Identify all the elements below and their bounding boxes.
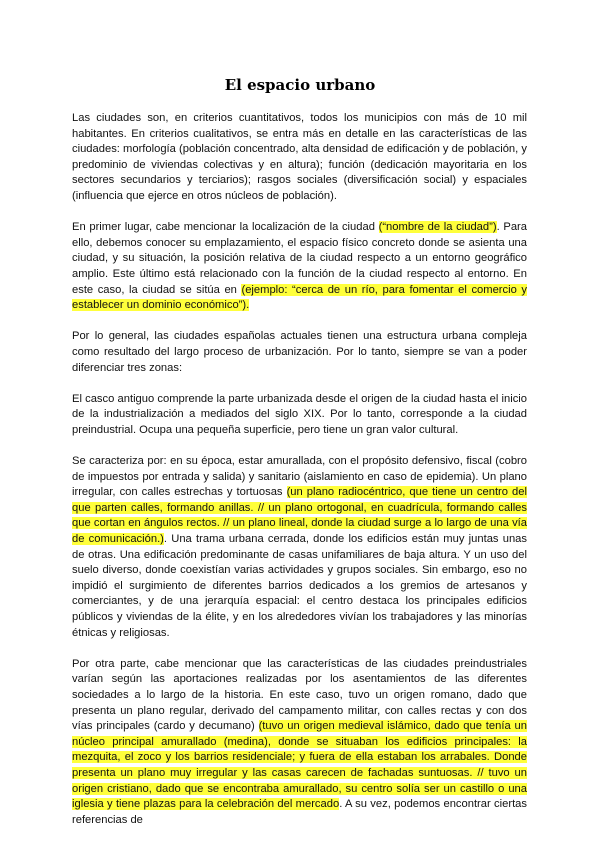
- paragraph: [72, 454, 527, 641]
- paragraph: [72, 111, 527, 205]
- paragraph-text: El casco antiguo comprende la parte urbanizada desde el origen de la ciudad hasta el inicio de la industrialización a mediados del siglo XIX. Por lo tanto, corresponde a la ciudad preindustrial. Ocupa una pequeña superficie, pero tiene un gran valor cultural.: [72, 392, 527, 436]
- paragraph: [72, 392, 527, 439]
- paragraph-text: . Para ello, debemos conocer su emplazamiento, el espacio físico concreto donde se asienta una ciudad, y su situación, la posición relativa de la ciudad respecto a un entorno geográfico amplio. Este último está relacionado con la función de la ciudad respecto al entorno. En este caso, la ciudad se sitúa en: [72, 221, 527, 296]
- highlighted-text: (un plano radiocéntrico, que tiene un centro del que parten calles, formando anillas. // un plano ortogonal, en cuadrícula, formando calles que cortan en ángulos rectos. // un plano lineal, donde la ciudad surge a lo largo de una vía de comunicación.): [72, 486, 527, 546]
- paragraph-text: Se caracteriza por: en su época, estar amurallada, con el propósito defensivo, fiscal (cobro de impuestos por entrada y salida) y sanitario (aislamiento en caso de epidemia). Un plano irregular, con calles estrechas y tortuosas: [72, 455, 527, 499]
- paragraph: [72, 657, 527, 829]
- highlighted-text: (ejemplo: “cerca de un río, para fomentar el comercio y establecer un dominio económico”).: [72, 283, 527, 312]
- paragraph-text: . Una trama urbana cerrada, donde los edificios están muy juntas unas de otras. Una edificación predominante de casas unifamiliares de baja altura. Y un uso del suelo diverso, donde coexistían varias actividades y grupos sociales. Sin embargo, eso no impidió el surgimiento de diferentes barrios dedicados a los gremios de artesanos y comerciantes, y de una jerarquía espacial: el centro destaca los principales edificios públicos y viviendas de la élite, y en los alrededores vivían los trabajadores y las minorías étnicas y religiosas.: [72, 533, 527, 639]
- paragraph-text: Por otra parte, cabe mencionar que las características de las ciudades preindustriales varían según las aportaciones realizadas por los asentamientos de las diferentes sociedades a lo largo de la historia. En este caso, tuvo un origen romano, dado que presenta un plano regular, derivado del campamento militar, con calles rectas y con dos vías principales (cardo y decumano): [72, 657, 527, 733]
- page-title: El espacio urbano: [224, 76, 376, 94]
- paragraph: [72, 220, 527, 314]
- paragraph-text: . A su vez, podemos encontrar ciertas referencias de: [72, 798, 527, 826]
- document-body: [72, 111, 527, 844]
- paragraph-text: Por lo general, las ciudades españolas actuales tienen una estructura urbana compleja como resultado del largo proceso de urbanización. Por lo tanto, siempre se van a poder diferenciar tres zonas:: [72, 330, 527, 374]
- highlighted-text: (tuvo un origen medieval islámico, dado que tenía un núcleo principal amurallado (medina), donde se situaban los edificios principales: la mezquita, el zoco y los barrios residenciale; y fuera de ella estaban los arrabales. Donde presenta un plano muy irregular y las casas carecen de fachadas suntuosas. // tuvo un origen cristiano, dado que se encontraba amurallado, su centro solía ser un castillo o una iglesia y tiene plazas para la celebración del mercado: [72, 720, 527, 811]
- paragraph: [72, 329, 527, 376]
- highlighted-text: (“nombre de la ciudad”): [378, 221, 497, 234]
- paragraph-text: En primer lugar, cabe mencionar la localización de la ciudad: [72, 221, 379, 234]
- paragraph-text: Las ciudades son, en criterios cuantitativos, todos los municipios con más de 10 mil habitantes. En criterios cualitativos, se entra más en detalle en las características de las ciudades: morfología (población concentrado, alta densidad de edificación y de población, y predominio de viviendas colectivas y en altura); función (dedicación mayoritaria en los sectores secundarios y terciarios); rasgos sociales (diversificación social) y espaciales (influencia que ejerce en otros núcleos de población).: [72, 112, 527, 202]
